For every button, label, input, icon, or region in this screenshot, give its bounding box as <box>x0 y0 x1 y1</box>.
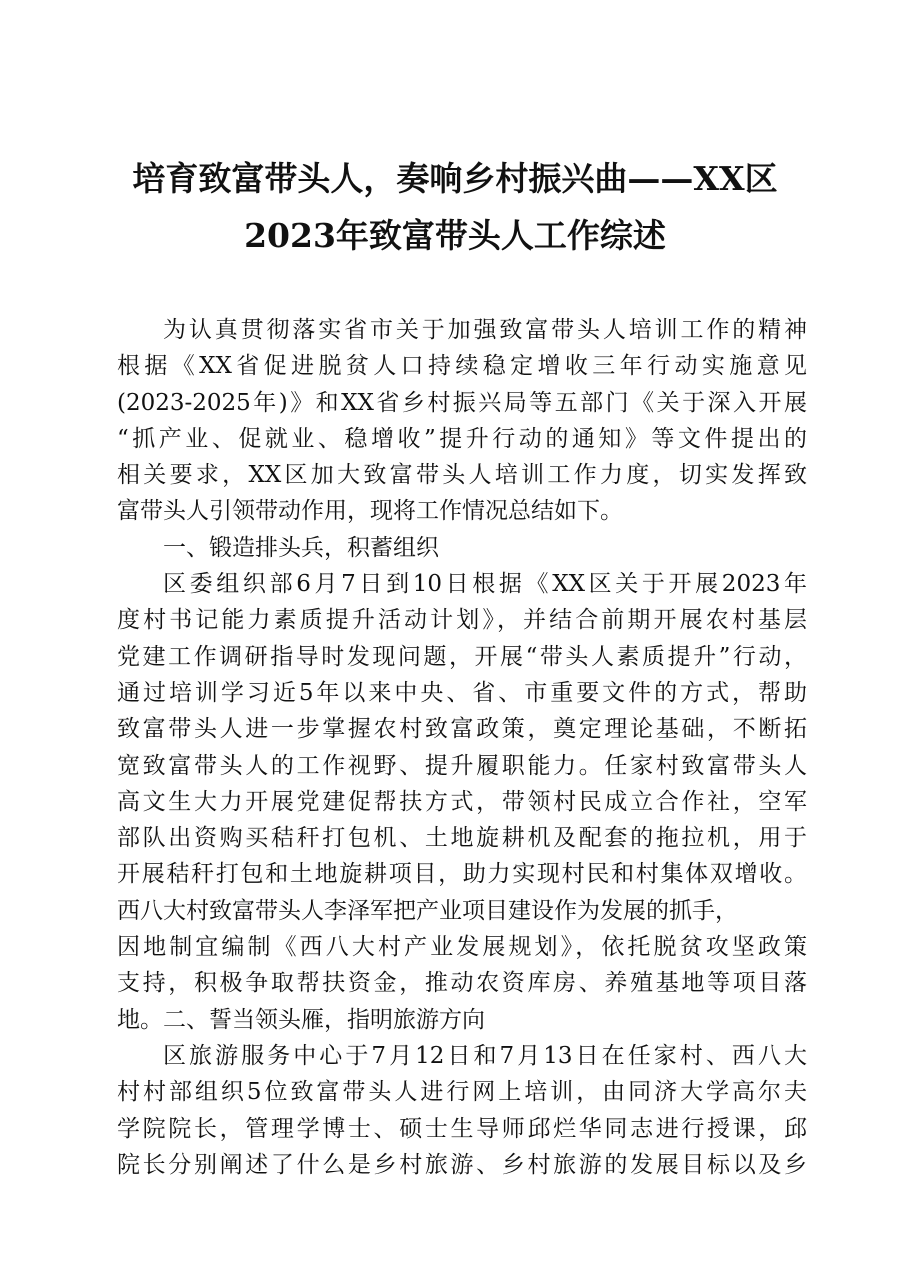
text-line: 度村书记能力素质提升活动计划》，并结合前期开展农村基层 <box>117 607 807 634</box>
text-line: 致富带头人进一步掌握农村致富政策，奠定理论基础，不断拓 <box>117 716 807 743</box>
text-line: 根据《XX省促进脱贫人口持续稳定增收三年行动实施意见 <box>117 353 807 380</box>
paragraph-section-1 <box>117 566 807 1038</box>
text-line: 村村部组织5位致富带头人进行网上培训，由同济大学高尔夫 <box>117 1079 807 1106</box>
section-heading-text: 一、锻造排头兵，积蓄组织 <box>163 534 439 561</box>
text-line: 通过培训学习近5年以来中央、省、市重要文件的方式，帮助 <box>117 679 807 706</box>
title-line-1: 培育致富带头人，奏响乡村振兴曲——XX区 <box>132 159 778 198</box>
text-line: 区旅游服务中心于7月12日和7月13日在任家村、西八大 <box>163 1042 807 1069</box>
text-line: (2023-2025年)》和XX省乡村振兴局等五部门《关于深入开展 <box>117 389 807 416</box>
text-line: 宽致富带头人的工作视野、提升履职能力。任家村致富带头人 <box>117 752 807 779</box>
paragraph-section-2 <box>117 1038 807 1183</box>
text-line: 区委组织部6月7日到10日根据《XX区关于开展2023年 <box>163 571 807 598</box>
document-body <box>117 312 807 1183</box>
text-line: 因地制宜编制《西八大村产业发展规划》，依托脱贫攻坚政策 <box>117 934 807 961</box>
title-line-2: 2023年致富带头人工作综述 <box>244 216 666 255</box>
text-line: 开展秸秆打包和土地旋耕项目，助力实现村民和村集体双增收。 <box>117 861 807 888</box>
section-heading-1 <box>117 530 807 566</box>
text-line: 学院院长，管理学博士、硕士生导师邱烂华同志进行授课，邱 <box>117 1115 807 1142</box>
text-line: 高文生大力开展党建促帮扶方式，带领村民成立合作社，空军 <box>117 788 807 815</box>
text-line: 地。二、誓当领头雁，指明旅游方向 <box>117 1006 485 1033</box>
paragraph-intro <box>117 312 807 530</box>
text-line: 为认真贯彻落实省市关于加强致富带头人培训工作的精神 <box>163 317 807 343</box>
text-line: 院长分别阐述了什么是乡村旅游、乡村旅游的发展目标以及乡 <box>117 1151 807 1178</box>
text-line: 西八大村致富带头人李泽军把产业项目建设作为发展的抓手， <box>117 897 738 924</box>
document-title <box>110 150 800 264</box>
text-line: 相关要求，XX区加大致富带头人培训工作力度，切实发挥致 <box>117 462 807 489</box>
text-line: 部队出资购买秸秆打包机、土地旋耕机及配套的拖拉机，用于 <box>117 825 807 852</box>
text-line: 富带头人引领带动作用，现将工作情况总结如下。 <box>117 498 623 525</box>
text-line: 党建工作调研指导时发现问题，开展“带头人素质提升”行动， <box>117 643 807 670</box>
text-line: 支持，积极争取帮扶资金，推动农资库房、养殖基地等项目落 <box>117 970 807 997</box>
text-line: “抓产业、促就业、稳增收”提升行动的通知》等文件提出的 <box>117 425 807 452</box>
